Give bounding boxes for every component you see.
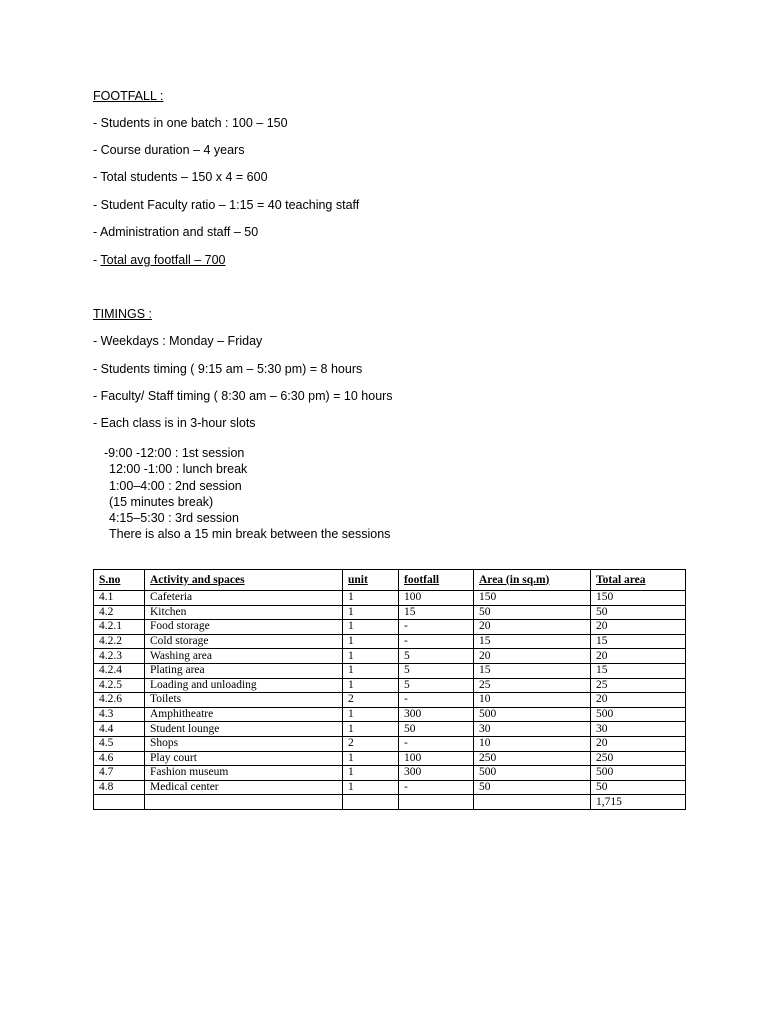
table-header-row [94, 570, 686, 591]
footfall-total-text: Total avg footfall – 700 [100, 253, 226, 267]
table-row [94, 620, 686, 635]
cell-sno: 4.2.4 [94, 663, 145, 678]
cell-sno: 4.6 [94, 751, 145, 766]
table-row [94, 591, 686, 606]
cell-area: 20 [474, 620, 591, 635]
cell-sno: 4.2 [94, 605, 145, 620]
table-row [94, 649, 686, 664]
cell-sno: 4.1 [94, 591, 145, 606]
cell-activity: Loading and unloading [145, 678, 343, 693]
footfall-item: - Administration and staff – 50 [93, 225, 259, 239]
cell-area: 500 [474, 766, 591, 781]
cell-activity: Cafeteria [145, 591, 343, 606]
cell-footfall: - [399, 780, 474, 795]
cell-sno: 4.2.3 [94, 649, 145, 664]
cell-activity: Medical center [145, 780, 343, 795]
cell-area: 25 [474, 678, 591, 693]
column-header-area: Area (in sq.m) [474, 570, 591, 591]
table-body [94, 591, 686, 810]
session-slot: 1:00–4:00 : 2nd session [109, 478, 242, 493]
cell-empty [474, 795, 591, 810]
footfall-total [93, 253, 226, 268]
cell-area: 10 [474, 693, 591, 708]
table-row [94, 751, 686, 766]
column-header-activity: Activity and spaces [145, 570, 343, 591]
cell-footfall: - [399, 736, 474, 751]
cell-footfall: 50 [399, 722, 474, 737]
column-header-total-area: Total area [591, 570, 686, 591]
session-slot: -9:00 -12:00 : 1st session [104, 445, 245, 460]
cell-unit: 1 [343, 634, 399, 649]
table-row [94, 605, 686, 620]
cell-footfall: 15 [399, 605, 474, 620]
cell-unit: 1 [343, 678, 399, 693]
cell-unit: 1 [343, 780, 399, 795]
cell-total-area: 500 [591, 766, 686, 781]
cell-area: 20 [474, 649, 591, 664]
cell-total-area: 150 [591, 591, 686, 606]
cell-area: 10 [474, 736, 591, 751]
cell-footfall: 5 [399, 663, 474, 678]
footfall-item: - Students in one batch : 100 – 150 [93, 116, 288, 130]
cell-unit: 1 [343, 649, 399, 664]
table-row [94, 707, 686, 722]
cell-total-area: 25 [591, 678, 686, 693]
cell-total-area: 30 [591, 722, 686, 737]
cell-unit: 2 [343, 736, 399, 751]
column-header-unit: unit [343, 570, 399, 591]
cell-activity: Amphitheatre [145, 707, 343, 722]
cell-unit: 1 [343, 751, 399, 766]
cell-grand-total: 1,715 [591, 795, 686, 810]
table-row [94, 736, 686, 751]
cell-total-area: 20 [591, 620, 686, 635]
cell-unit: 1 [343, 605, 399, 620]
cell-empty [94, 795, 145, 810]
cell-sno: 4.3 [94, 707, 145, 722]
cell-total-area: 50 [591, 605, 686, 620]
cell-area: 15 [474, 634, 591, 649]
cell-unit: 2 [343, 693, 399, 708]
cell-area: 15 [474, 663, 591, 678]
footfall-heading: FOOTFALL : [93, 89, 164, 103]
cell-total-area: 20 [591, 693, 686, 708]
cell-activity: Plating area [145, 663, 343, 678]
cell-total-area: 15 [591, 634, 686, 649]
cell-activity: Play court [145, 751, 343, 766]
cell-footfall: 5 [399, 678, 474, 693]
spaces-table [93, 569, 686, 810]
table-total-row [94, 795, 686, 810]
cell-empty [343, 795, 399, 810]
session-slot: 4:15–5:30 : 3rd session [109, 510, 239, 525]
session-slot: (15 minutes break) [109, 494, 214, 509]
cell-footfall: - [399, 634, 474, 649]
cell-activity: Toilets [145, 693, 343, 708]
timings-item: - Each class is in 3-hour slots [93, 416, 256, 430]
cell-empty [399, 795, 474, 810]
table-row [94, 678, 686, 693]
table-row [94, 780, 686, 795]
cell-area: 50 [474, 780, 591, 795]
cell-total-area: 20 [591, 736, 686, 751]
cell-footfall: - [399, 693, 474, 708]
session-slot: 12:00 -1:00 : lunch break [109, 461, 248, 476]
table-row [94, 693, 686, 708]
cell-empty [145, 795, 343, 810]
cell-sno: 4.2.2 [94, 634, 145, 649]
cell-activity: Washing area [145, 649, 343, 664]
cell-total-area: 500 [591, 707, 686, 722]
cell-activity: Fashion museum [145, 766, 343, 781]
cell-sno: 4.2.5 [94, 678, 145, 693]
cell-area: 50 [474, 605, 591, 620]
cell-footfall: - [399, 620, 474, 635]
column-header-footfall: footfall [399, 570, 474, 591]
timings-heading: TIMINGS : [93, 307, 153, 321]
session-note: There is also a 15 min break between the sessions [109, 526, 391, 541]
cell-footfall: 100 [399, 751, 474, 766]
cell-total-area: 50 [591, 780, 686, 795]
cell-area: 150 [474, 591, 591, 606]
cell-footfall: 300 [399, 766, 474, 781]
footfall-item: - Total students – 150 x 4 = 600 [93, 170, 268, 184]
table-row [94, 766, 686, 781]
column-header-sno: S.no [94, 570, 145, 591]
cell-unit: 1 [343, 591, 399, 606]
cell-activity: Shops [145, 736, 343, 751]
cell-sno: 4.2.6 [94, 693, 145, 708]
cell-unit: 1 [343, 766, 399, 781]
timings-item: - Faculty/ Staff timing ( 8:30 am – 6:30 pm) = 10 hours [93, 389, 393, 403]
cell-activity: Food storage [145, 620, 343, 635]
footfall-item: - Student Faculty ratio – 1:15 = 40 teaching staff [93, 198, 360, 212]
footfall-total-prefix: - [93, 253, 101, 267]
cell-sno: 4.5 [94, 736, 145, 751]
table-row [94, 663, 686, 678]
table-row [94, 722, 686, 737]
table-row [94, 634, 686, 649]
cell-sno: 4.4 [94, 722, 145, 737]
cell-footfall: 100 [399, 591, 474, 606]
cell-total-area: 15 [591, 663, 686, 678]
cell-sno: 4.2.1 [94, 620, 145, 635]
cell-footfall: 5 [399, 649, 474, 664]
cell-unit: 1 [343, 620, 399, 635]
cell-activity: Cold storage [145, 634, 343, 649]
cell-total-area: 20 [591, 649, 686, 664]
timings-item: - Students timing ( 9:15 am – 5:30 pm) = 8 hours [93, 362, 363, 376]
timings-item: - Weekdays : Monday – Friday [93, 334, 263, 348]
cell-area: 30 [474, 722, 591, 737]
cell-unit: 1 [343, 663, 399, 678]
cell-unit: 1 [343, 722, 399, 737]
cell-activity: Student lounge [145, 722, 343, 737]
cell-area: 500 [474, 707, 591, 722]
cell-sno: 4.7 [94, 766, 145, 781]
cell-sno: 4.8 [94, 780, 145, 795]
footfall-item: - Course duration – 4 years [93, 143, 245, 157]
cell-activity: Kitchen [145, 605, 343, 620]
cell-footfall: 300 [399, 707, 474, 722]
cell-total-area: 250 [591, 751, 686, 766]
cell-unit: 1 [343, 707, 399, 722]
cell-area: 250 [474, 751, 591, 766]
